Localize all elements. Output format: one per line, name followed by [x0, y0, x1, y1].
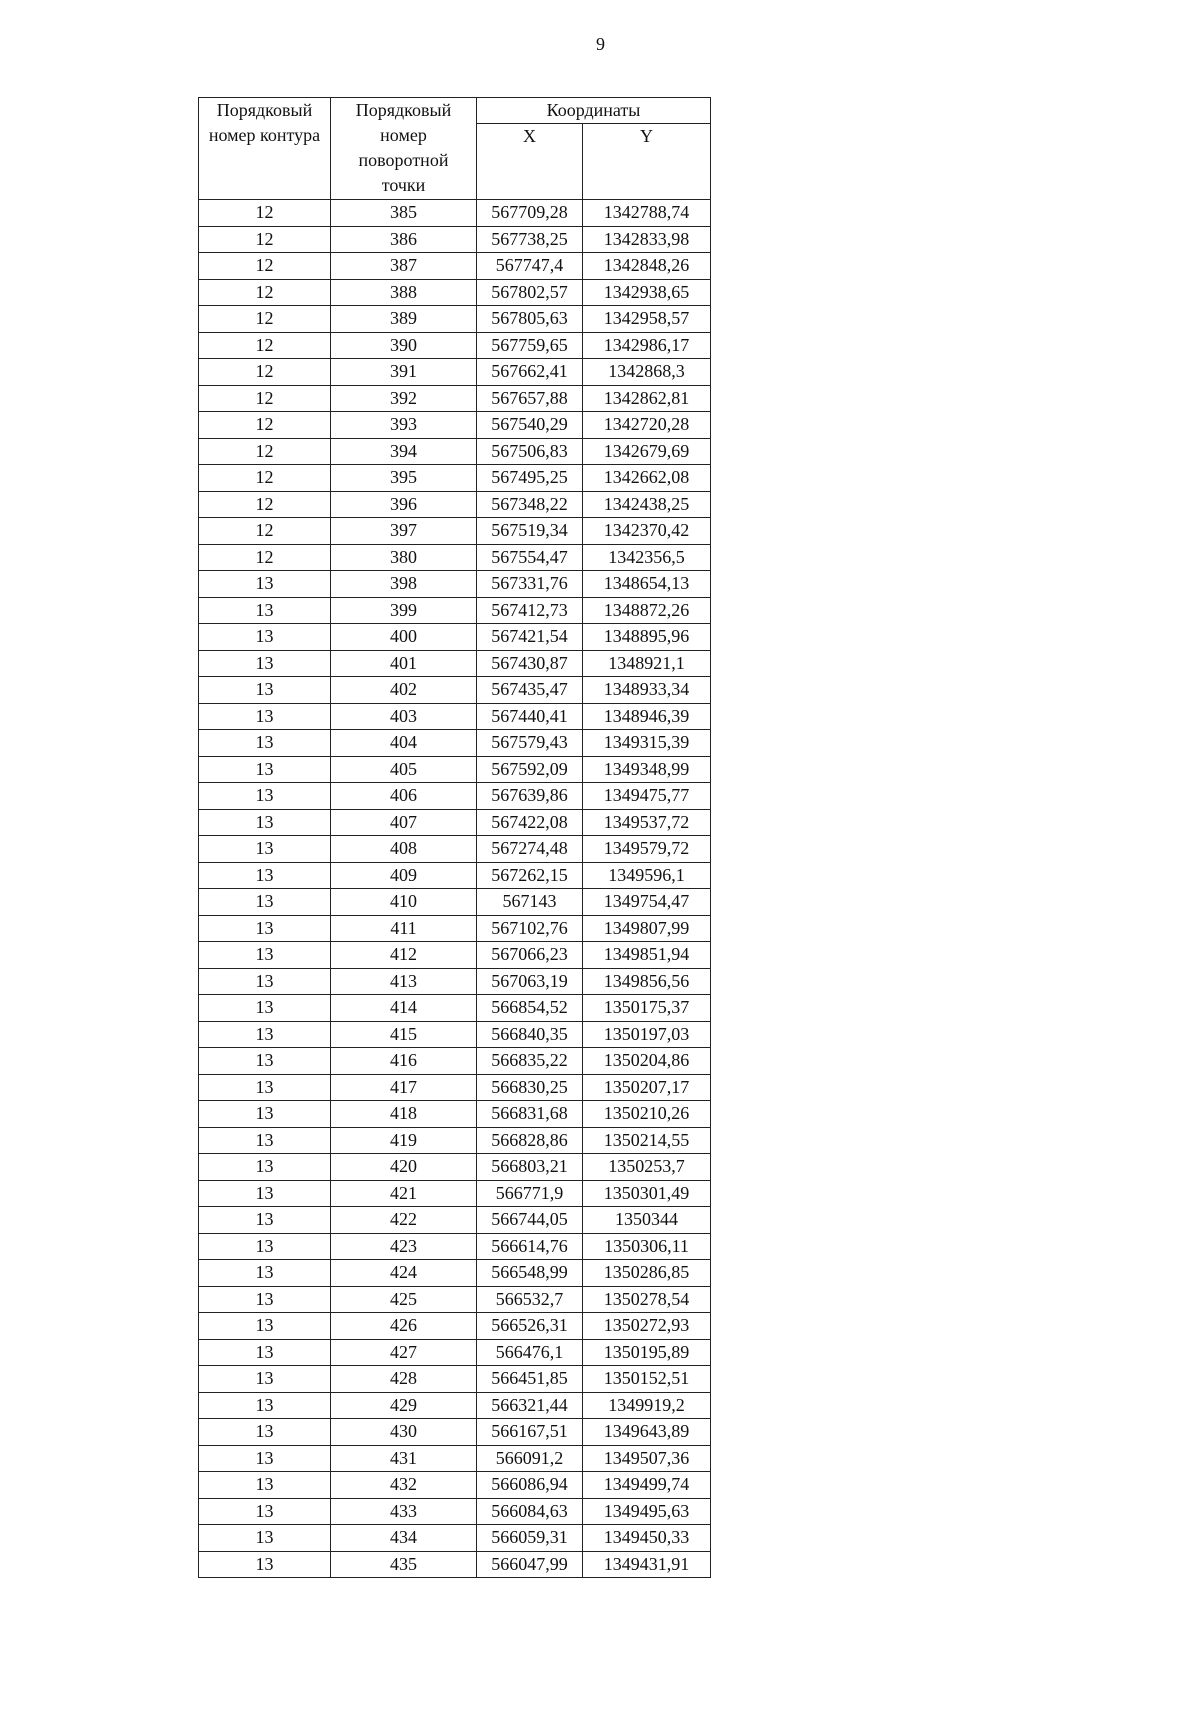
point-cell: 380 [331, 544, 477, 571]
table-row [199, 1498, 711, 1525]
contour-cell: 12 [199, 465, 331, 492]
point-cell: 415 [331, 1021, 477, 1048]
point-cell: 408 [331, 836, 477, 863]
x-cell: 566614,76 [477, 1233, 583, 1260]
y-cell: 1348895,96 [583, 624, 711, 651]
contour-cell: 13 [199, 1207, 331, 1234]
y-cell: 1350204,86 [583, 1048, 711, 1075]
contour-cell: 13 [199, 703, 331, 730]
y-cell: 1348933,34 [583, 677, 711, 704]
contour-cell: 13 [199, 597, 331, 624]
point-cell: 395 [331, 465, 477, 492]
contour-cell: 13 [199, 1525, 331, 1552]
table-row [199, 412, 711, 439]
x-cell: 567662,41 [477, 359, 583, 386]
contour-cell: 13 [199, 1233, 331, 1260]
x-cell: 566771,9 [477, 1180, 583, 1207]
y-cell: 1348946,39 [583, 703, 711, 730]
point-cell: 413 [331, 968, 477, 995]
y-cell: 1350344 [583, 1207, 711, 1234]
contour-cell: 12 [199, 412, 331, 439]
contour-cell: 13 [199, 1286, 331, 1313]
y-cell: 1350195,89 [583, 1339, 711, 1366]
contour-cell: 12 [199, 279, 331, 306]
y-cell: 1350210,26 [583, 1101, 711, 1128]
x-cell: 567063,19 [477, 968, 583, 995]
table-row [199, 1313, 711, 1340]
contour-cell: 13 [199, 1313, 331, 1340]
x-cell: 566321,44 [477, 1392, 583, 1419]
y-cell: 1349507,36 [583, 1445, 711, 1472]
x-cell: 567262,15 [477, 862, 583, 889]
y-cell: 1349450,33 [583, 1525, 711, 1552]
x-cell: 567540,29 [477, 412, 583, 439]
table-row [199, 253, 711, 280]
point-cell: 388 [331, 279, 477, 306]
x-cell: 567639,86 [477, 783, 583, 810]
y-cell: 1342720,28 [583, 412, 711, 439]
point-cell: 399 [331, 597, 477, 624]
x-cell: 566835,22 [477, 1048, 583, 1075]
table-row [199, 1233, 711, 1260]
x-cell: 566476,1 [477, 1339, 583, 1366]
point-cell: 431 [331, 1445, 477, 1472]
point-cell: 403 [331, 703, 477, 730]
x-cell: 567331,76 [477, 571, 583, 598]
table-row [199, 1101, 711, 1128]
x-cell: 566831,68 [477, 1101, 583, 1128]
header-contour-number [199, 98, 331, 200]
y-cell: 1342833,98 [583, 226, 711, 253]
table-row [199, 968, 711, 995]
point-cell: 397 [331, 518, 477, 545]
point-cell: 432 [331, 1472, 477, 1499]
point-cell: 393 [331, 412, 477, 439]
y-cell: 1342679,69 [583, 438, 711, 465]
table-row [199, 1525, 711, 1552]
y-cell: 1350286,85 [583, 1260, 711, 1287]
coordinates-table [198, 97, 711, 1578]
x-cell: 567430,87 [477, 650, 583, 677]
contour-cell: 13 [199, 809, 331, 836]
x-cell: 567738,25 [477, 226, 583, 253]
x-cell: 567802,57 [477, 279, 583, 306]
table-row [199, 730, 711, 757]
contour-cell: 13 [199, 650, 331, 677]
x-cell: 567709,28 [477, 200, 583, 227]
y-cell: 1342788,74 [583, 200, 711, 227]
table-row [199, 1021, 711, 1048]
y-cell: 1342868,3 [583, 359, 711, 386]
x-cell: 566744,05 [477, 1207, 583, 1234]
x-cell: 567592,09 [477, 756, 583, 783]
page-number: 9 [596, 34, 605, 54]
contour-cell: 13 [199, 915, 331, 942]
header-y: Y [583, 124, 711, 200]
x-cell: 567747,4 [477, 253, 583, 280]
table-row [199, 491, 711, 518]
x-cell: 567519,34 [477, 518, 583, 545]
point-cell: 394 [331, 438, 477, 465]
point-cell: 426 [331, 1313, 477, 1340]
x-cell: 567579,43 [477, 730, 583, 757]
header-contour-line-1: Порядковый [216, 100, 313, 120]
contour-cell: 12 [199, 518, 331, 545]
table-row [199, 200, 711, 227]
table-row [199, 385, 711, 412]
x-cell: 567412,73 [477, 597, 583, 624]
contour-cell: 12 [199, 385, 331, 412]
point-cell: 396 [331, 491, 477, 518]
point-cell: 427 [331, 1339, 477, 1366]
table-row [199, 889, 711, 916]
contour-cell: 13 [199, 1021, 331, 1048]
contour-cell: 13 [199, 783, 331, 810]
x-cell: 567274,48 [477, 836, 583, 863]
table-row [199, 306, 711, 333]
table-row [199, 359, 711, 386]
y-cell: 1342862,81 [583, 385, 711, 412]
table-row [199, 518, 711, 545]
table-row [199, 995, 711, 1022]
x-cell: 567495,25 [477, 465, 583, 492]
table-row [199, 1074, 711, 1101]
x-cell: 567657,88 [477, 385, 583, 412]
point-cell: 417 [331, 1074, 477, 1101]
contour-cell: 13 [199, 730, 331, 757]
point-cell: 406 [331, 783, 477, 810]
contour-cell: 13 [199, 1260, 331, 1287]
x-cell: 566803,21 [477, 1154, 583, 1181]
x-cell: 566828,86 [477, 1127, 583, 1154]
x-cell: 566548,99 [477, 1260, 583, 1287]
y-cell: 1342848,26 [583, 253, 711, 280]
point-cell: 424 [331, 1260, 477, 1287]
point-cell: 429 [331, 1392, 477, 1419]
header-contour-line-2: номер контура [208, 125, 321, 145]
contour-cell: 12 [199, 359, 331, 386]
x-cell: 566830,25 [477, 1074, 583, 1101]
point-cell: 422 [331, 1207, 477, 1234]
table-body [199, 200, 711, 1578]
contour-cell: 13 [199, 968, 331, 995]
y-cell: 1349495,63 [583, 1498, 711, 1525]
x-cell: 566526,31 [477, 1313, 583, 1340]
table-row [199, 465, 711, 492]
contour-cell: 13 [199, 624, 331, 651]
header-point-line-3: поворотной [358, 150, 449, 170]
point-cell: 410 [331, 889, 477, 916]
point-cell: 428 [331, 1366, 477, 1393]
x-cell: 567440,41 [477, 703, 583, 730]
header-point-line-1: Порядковый [355, 100, 452, 120]
contour-cell: 13 [199, 1445, 331, 1472]
y-cell: 1349475,77 [583, 783, 711, 810]
y-cell: 1349643,89 [583, 1419, 711, 1446]
x-cell: 567143 [477, 889, 583, 916]
point-cell: 405 [331, 756, 477, 783]
table-row [199, 1445, 711, 1472]
point-cell: 423 [331, 1233, 477, 1260]
contour-cell: 13 [199, 995, 331, 1022]
table-row [199, 226, 711, 253]
contour-cell: 13 [199, 1127, 331, 1154]
contour-cell: 13 [199, 1048, 331, 1075]
y-cell: 1342662,08 [583, 465, 711, 492]
y-cell: 1342438,25 [583, 491, 711, 518]
table-row [199, 756, 711, 783]
table-row [199, 597, 711, 624]
x-cell: 567805,63 [477, 306, 583, 333]
table-row [199, 1207, 711, 1234]
y-cell: 1349315,39 [583, 730, 711, 757]
y-cell: 1349919,2 [583, 1392, 711, 1419]
x-cell: 567422,08 [477, 809, 583, 836]
y-cell: 1350197,03 [583, 1021, 711, 1048]
x-cell: 566532,7 [477, 1286, 583, 1313]
y-cell: 1349754,47 [583, 889, 711, 916]
y-cell: 1349579,72 [583, 836, 711, 863]
point-cell: 398 [331, 571, 477, 598]
point-cell: 407 [331, 809, 477, 836]
contour-cell: 13 [199, 1419, 331, 1446]
x-cell: 566091,2 [477, 1445, 583, 1472]
y-cell: 1350272,93 [583, 1313, 711, 1340]
header-coordinates: Координаты [477, 98, 711, 124]
table-row [199, 1260, 711, 1287]
contour-cell: 13 [199, 1551, 331, 1578]
table-row [199, 438, 711, 465]
contour-cell: 13 [199, 1498, 331, 1525]
table-row [199, 1127, 711, 1154]
table-row [199, 1339, 711, 1366]
point-cell: 412 [331, 942, 477, 969]
y-cell: 1349348,99 [583, 756, 711, 783]
point-cell: 433 [331, 1498, 477, 1525]
x-cell: 566167,51 [477, 1419, 583, 1446]
point-cell: 386 [331, 226, 477, 253]
table-row [199, 1286, 711, 1313]
contour-cell: 12 [199, 438, 331, 465]
point-cell: 434 [331, 1525, 477, 1552]
y-cell: 1342370,42 [583, 518, 711, 545]
point-cell: 389 [331, 306, 477, 333]
contour-cell: 13 [199, 862, 331, 889]
contour-cell: 13 [199, 1339, 331, 1366]
contour-cell: 12 [199, 253, 331, 280]
y-cell: 1342958,57 [583, 306, 711, 333]
y-cell: 1350214,55 [583, 1127, 711, 1154]
table-row [199, 279, 711, 306]
contour-cell: 13 [199, 1472, 331, 1499]
header-point-line-2: номер [380, 125, 427, 145]
y-cell: 1348654,13 [583, 571, 711, 598]
y-cell: 1350175,37 [583, 995, 711, 1022]
y-cell: 1348921,1 [583, 650, 711, 677]
x-cell: 566854,52 [477, 995, 583, 1022]
y-cell: 1350207,17 [583, 1074, 711, 1101]
y-cell: 1350301,49 [583, 1180, 711, 1207]
y-cell: 1350278,54 [583, 1286, 711, 1313]
point-cell: 418 [331, 1101, 477, 1128]
contour-cell: 12 [199, 200, 331, 227]
table-row [199, 942, 711, 969]
table-row [199, 1048, 711, 1075]
x-cell: 566084,63 [477, 1498, 583, 1525]
contour-cell: 13 [199, 756, 331, 783]
point-cell: 404 [331, 730, 477, 757]
table-row [199, 332, 711, 359]
y-cell: 1350253,7 [583, 1154, 711, 1181]
contour-cell: 12 [199, 332, 331, 359]
contour-cell: 12 [199, 491, 331, 518]
table-row [199, 1180, 711, 1207]
table-row [199, 677, 711, 704]
table-row [199, 783, 711, 810]
table-row [199, 836, 711, 863]
point-cell: 392 [331, 385, 477, 412]
y-cell: 1342986,17 [583, 332, 711, 359]
header-x: X [477, 124, 583, 200]
table-row [199, 1366, 711, 1393]
x-cell: 567506,83 [477, 438, 583, 465]
table-row [199, 1392, 711, 1419]
contour-cell: 13 [199, 836, 331, 863]
point-cell: 430 [331, 1419, 477, 1446]
y-cell: 1349499,74 [583, 1472, 711, 1499]
table-row [199, 1472, 711, 1499]
table-row [199, 1419, 711, 1446]
point-cell: 435 [331, 1551, 477, 1578]
table-row [199, 650, 711, 677]
header-point-number [331, 98, 477, 200]
x-cell: 567066,23 [477, 942, 583, 969]
contour-cell: 12 [199, 226, 331, 253]
y-cell: 1349431,91 [583, 1551, 711, 1578]
point-cell: 400 [331, 624, 477, 651]
contour-cell: 13 [199, 1366, 331, 1393]
x-cell: 567421,54 [477, 624, 583, 651]
x-cell: 567102,76 [477, 915, 583, 942]
y-cell: 1349807,99 [583, 915, 711, 942]
y-cell: 1349537,72 [583, 809, 711, 836]
point-cell: 401 [331, 650, 477, 677]
x-cell: 566840,35 [477, 1021, 583, 1048]
contour-cell: 13 [199, 677, 331, 704]
contour-cell: 12 [199, 544, 331, 571]
contour-cell: 13 [199, 1154, 331, 1181]
point-cell: 385 [331, 200, 477, 227]
contour-cell: 13 [199, 889, 331, 916]
x-cell: 567554,47 [477, 544, 583, 571]
y-cell: 1350306,11 [583, 1233, 711, 1260]
contour-cell: 13 [199, 1180, 331, 1207]
x-cell: 567759,65 [477, 332, 583, 359]
x-cell: 567435,47 [477, 677, 583, 704]
x-cell: 566451,85 [477, 1366, 583, 1393]
table-row [199, 703, 711, 730]
header-point-line-4: точки [381, 175, 426, 195]
y-cell: 1342938,65 [583, 279, 711, 306]
point-cell: 411 [331, 915, 477, 942]
contour-cell: 13 [199, 1074, 331, 1101]
point-cell: 402 [331, 677, 477, 704]
table-row [199, 1551, 711, 1578]
point-cell: 390 [331, 332, 477, 359]
point-cell: 420 [331, 1154, 477, 1181]
contour-cell: 13 [199, 942, 331, 969]
point-cell: 387 [331, 253, 477, 280]
contour-cell: 13 [199, 1101, 331, 1128]
point-cell: 425 [331, 1286, 477, 1313]
table-row [199, 809, 711, 836]
x-cell: 566059,31 [477, 1525, 583, 1552]
x-cell: 566086,94 [477, 1472, 583, 1499]
y-cell: 1350152,51 [583, 1366, 711, 1393]
table-row [199, 1154, 711, 1181]
y-cell: 1349596,1 [583, 862, 711, 889]
point-cell: 419 [331, 1127, 477, 1154]
point-cell: 421 [331, 1180, 477, 1207]
point-cell: 391 [331, 359, 477, 386]
point-cell: 416 [331, 1048, 477, 1075]
table-row [199, 862, 711, 889]
table-row [199, 571, 711, 598]
x-cell: 566047,99 [477, 1551, 583, 1578]
x-cell: 567348,22 [477, 491, 583, 518]
contour-cell: 12 [199, 306, 331, 333]
table-row [199, 544, 711, 571]
y-cell: 1348872,26 [583, 597, 711, 624]
table-row [199, 915, 711, 942]
y-cell: 1349856,56 [583, 968, 711, 995]
contour-cell: 13 [199, 571, 331, 598]
y-cell: 1349851,94 [583, 942, 711, 969]
table-row [199, 624, 711, 651]
contour-cell: 13 [199, 1392, 331, 1419]
y-cell: 1342356,5 [583, 544, 711, 571]
point-cell: 409 [331, 862, 477, 889]
point-cell: 414 [331, 995, 477, 1022]
